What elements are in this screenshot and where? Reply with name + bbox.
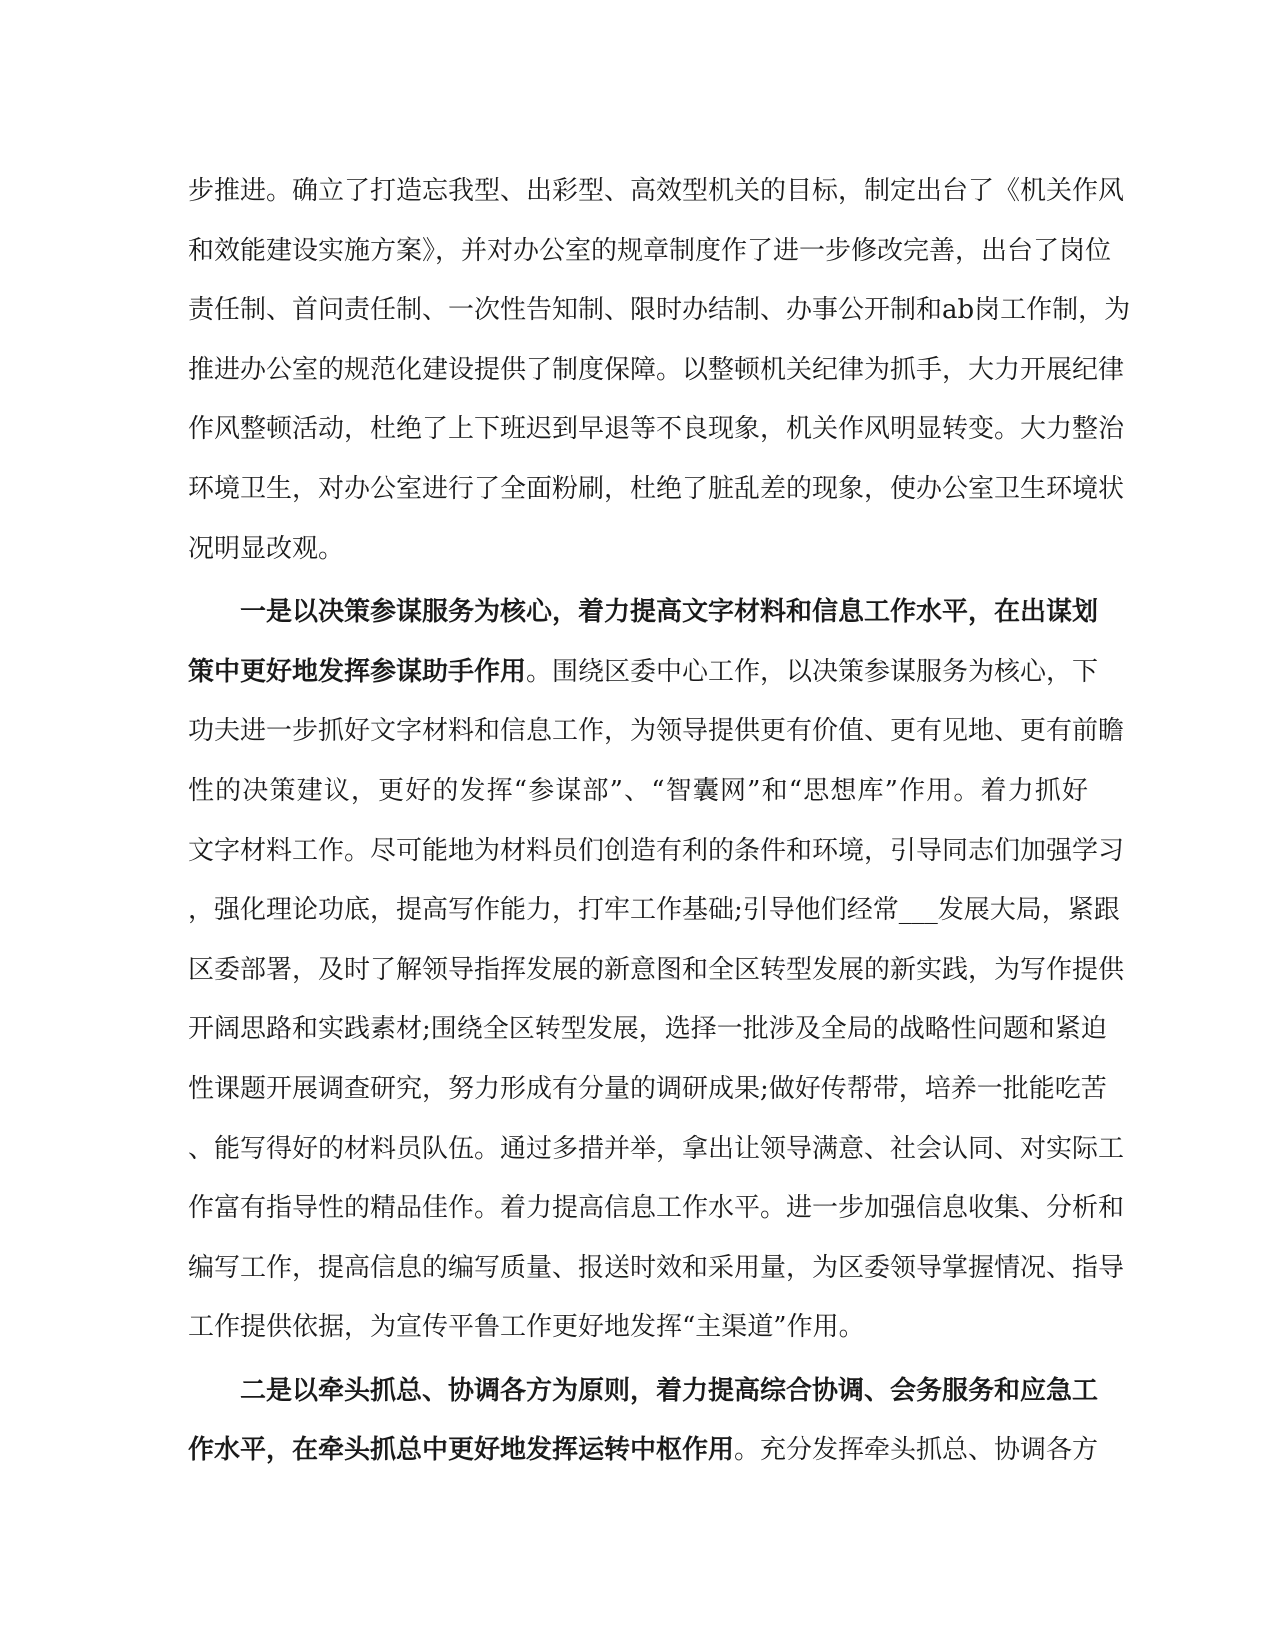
text-line: 编写工作，提高信息的编写质量、报送时效和采用量，为区委领导掌握情况、指导: [188, 1252, 1125, 1283]
paragraph-2: [188, 583, 1125, 1358]
text-line: 责任制、首问责任制、一次性告知制、限时办结制、办事公开制和ab岗工作制，为: [188, 295, 1131, 326]
section-heading-bold: 作水平，在牵头抓总中更好地发挥运转中枢作用: [188, 1435, 735, 1466]
text-line: 作富有指导性的精品佳作。着力提高信息工作水平。进一步加强信息收集、分析和: [188, 1193, 1125, 1224]
text-line: 、能写得好的材料员队伍。通过多措并举，拿出让领导满意、社会认同、对实际工: [188, 1133, 1125, 1164]
text-line: 作风整顿活动，杜绝了上下班迟到早退等不良现象，机关作风明显转变。大力整治: [188, 414, 1125, 445]
text-line: 工作提供依据，为宣传平鲁工作更好地发挥“主渠道”作用。: [188, 1312, 865, 1343]
text-line: 文字材料工作。尽可能地为材料员们创造有利的条件和环境，引导同志们加强学习: [188, 835, 1125, 866]
text-line: 和效能建设实施方案》，并对办公室的规章制度作了进一步修改完善，出台了岗位: [188, 235, 1112, 266]
text-line: ，强化理论功底，提高写作能力，打牢工作基础;引导他们经常___发展大局，紧跟: [188, 895, 1120, 926]
text-line: 功夫进一步抓好文字材料和信息工作，为领导提供更有价值、更有见地、更有前瞻: [188, 716, 1125, 747]
text-line: 环境卫生，对办公室进行了全面粉刷，杜绝了脏乱差的现象，使办公室卫生环境状: [188, 473, 1125, 504]
section-heading-bold: 一是以决策参谋服务为核心，着力提高文字材料和信息工作水平，在出谋划: [240, 597, 1099, 628]
section-heading-bold: 二是以牵头抓总、协调各方为原则，着力提高综合协调、会务服务和应急工: [240, 1375, 1099, 1406]
text-line: 开阔思路和实践素材;围绕全区转型发展，选择一批涉及全局的战略性问题和紧迫: [188, 1014, 1107, 1045]
text-run: 。充分发挥牵头抓总、协调各方: [734, 1435, 1099, 1466]
text-line: 性课题开展调查研究，努力形成有分量的调研成果;做好传帮带，培养一批能吃苦: [188, 1073, 1107, 1104]
text-line: 区委部署，及时了解领导指挥发展的新意图和全区转型发展的新实践，为写作提供: [188, 954, 1125, 985]
text-run: 。围绕区委中心工作，以决策参谋服务为核心，下: [526, 656, 1099, 687]
text-line: [188, 1362, 1099, 1422]
paragraph-1: [188, 162, 1131, 579]
text-line: 况明显改观。: [188, 533, 345, 564]
text-line: [188, 583, 1099, 643]
text-line: [188, 643, 1099, 703]
section-heading-bold: 策中更好地发挥参谋助手作用: [188, 656, 527, 687]
text-line: 步推进。确立了打造忘我型、出彩型、高效型机关的目标，制定出台了《机关作风: [188, 176, 1125, 206]
text-line: [188, 1421, 1099, 1481]
document-body: [188, 162, 1131, 1481]
text-line: 性的决策建议，更好的发挥“参谋部”、“智囊网”和“思想库”作用。着力抓好: [188, 775, 1088, 806]
paragraph-3: [188, 1362, 1099, 1481]
text-line: 推进办公室的规范化建设提供了制度保障。以整顿机关纪律为抓手，大力开展纪律: [188, 354, 1125, 385]
